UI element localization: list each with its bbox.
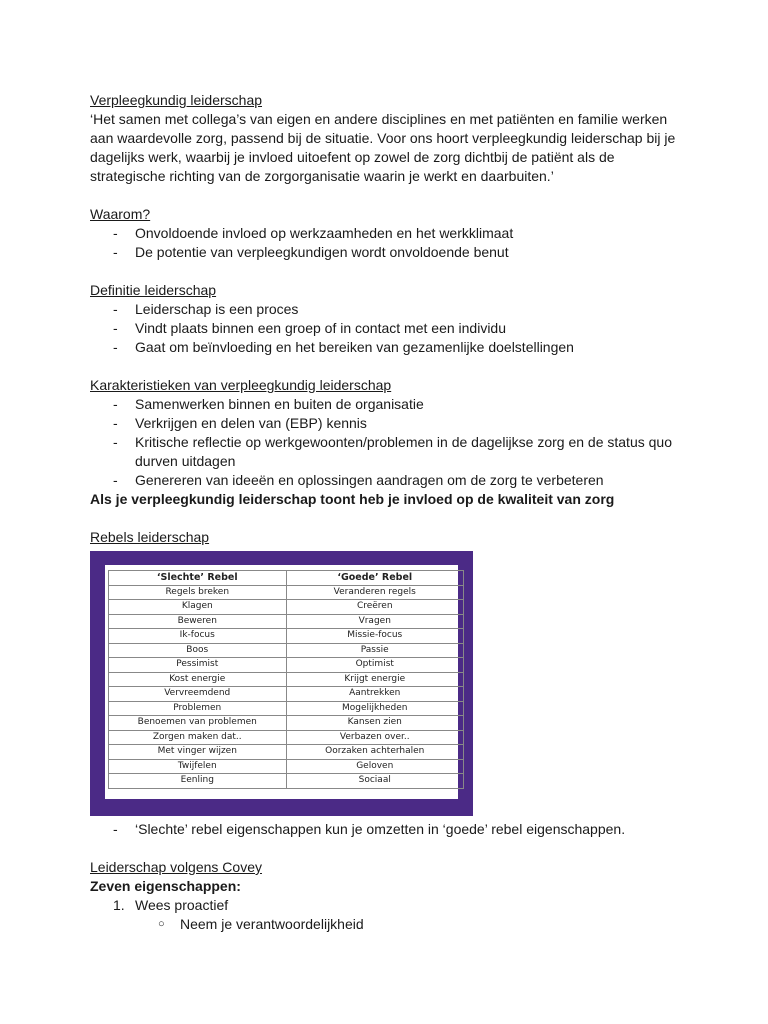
- list-item: - Gaat om beïnvloeding en het bereiken van gezamenlijke doelstellingen: [90, 338, 690, 357]
- table-row: [109, 701, 464, 716]
- table-row: [109, 629, 464, 644]
- table-row: [109, 745, 464, 760]
- list-item: - Kritische reflectie op werkgewoonten/problemen in de dagelijkse zorg en de status quo durven uitdagen: [90, 433, 690, 471]
- section-heading-verpleegkundig-leiderschap: Verpleegkundig leiderschap: [90, 92, 263, 108]
- table-row: [109, 585, 464, 600]
- numbered-item: [90, 896, 690, 934]
- list-item: - De potentie van verpleegkundigen wordt onvoldoende benut: [90, 243, 690, 262]
- item-number: 1.: [113, 897, 125, 913]
- slechte-rebel-cell: Regels breken: [109, 585, 287, 600]
- item-label: Wees proactief: [135, 897, 229, 913]
- goede-rebel-cell: Mogelijkheden: [286, 701, 464, 716]
- column-header-goede-rebel: ‘Goede’ Rebel: [286, 571, 464, 586]
- rebel-table-background: [105, 565, 458, 799]
- quote-line-3: dagelijks werk, waarbij je invloed uitoefent op zowel de zorg dichtbij de patiënt als de: [90, 149, 615, 165]
- document-page: [90, 91, 690, 934]
- rebel-table-body: [109, 585, 464, 788]
- section-heading-waarom: Waarom?: [90, 206, 151, 222]
- table-row: [109, 716, 464, 731]
- karakteristieken-list: [90, 395, 690, 490]
- slechte-rebel-cell: Pessimist: [109, 658, 287, 673]
- table-row: [109, 730, 464, 745]
- slechte-rebel-cell: Benoemen van problemen: [109, 716, 287, 731]
- table-row: [109, 774, 464, 789]
- goede-rebel-cell: Krijgt energie: [286, 672, 464, 687]
- slechte-rebel-cell: Zorgen maken dat..: [109, 730, 287, 745]
- list-item: - ‘Slechte’ rebel eigenschappen kun je omzetten in ‘goede’ rebel eigenschappen.: [90, 820, 690, 839]
- slechte-rebel-cell: Boos: [109, 643, 287, 658]
- section-heading-rebels-leiderschap: Rebels leiderschap: [90, 529, 210, 545]
- table-row: [109, 643, 464, 658]
- goede-rebel-cell: Vragen: [286, 614, 464, 629]
- goede-rebel-cell: Veranderen regels: [286, 585, 464, 600]
- goede-rebel-cell: Oorzaken achterhalen: [286, 745, 464, 760]
- goede-rebel-cell: Verbazen over..: [286, 730, 464, 745]
- quote-line-1: ‘Het samen met collega’s van eigen en andere disciplines en met patiënten en familie werken: [90, 111, 668, 127]
- sub-list-item: ○ Neem je verantwoordelijkheid: [135, 915, 690, 934]
- goede-rebel-cell: Sociaal: [286, 774, 464, 789]
- list-item: - Genereren van ideeën en oplossingen aandragen om de zorg te verbeteren: [90, 471, 690, 490]
- quote-line-4: strategische richting van de zorgorganisatie waarin je werkt en daarbuiten.’: [90, 168, 554, 184]
- slechte-rebel-cell: Klagen: [109, 600, 287, 615]
- goede-rebel-cell: Missie-focus: [286, 629, 464, 644]
- goede-rebel-cell: Geloven: [286, 759, 464, 774]
- goede-rebel-cell: Aantrekken: [286, 687, 464, 702]
- table-row: [109, 759, 464, 774]
- rebel-table-image: [90, 551, 473, 816]
- column-header-slechte-rebel: ‘Slechte’ Rebel: [109, 571, 287, 586]
- slechte-rebel-cell: Kost energie: [109, 672, 287, 687]
- slechte-rebel-cell: Problemen: [109, 701, 287, 716]
- sub-list: [135, 915, 690, 934]
- section-heading-karakteristieken: Karakteristieken van verpleegkundig leiderschap: [90, 377, 392, 393]
- list-item: - Vindt plaats binnen een groep of in contact met een individu: [90, 319, 690, 338]
- goede-rebel-cell: Optimist: [286, 658, 464, 673]
- section-heading-definitie-leiderschap: Definitie leiderschap: [90, 282, 217, 298]
- slechte-rebel-cell: Vervreemdend: [109, 687, 287, 702]
- list-item: - Verkrijgen en delen van (EBP) kennis: [90, 414, 690, 433]
- list-item: - Leiderschap is een proces: [90, 300, 690, 319]
- list-item: - Samenwerken binnen en buiten de organisatie: [90, 395, 690, 414]
- table-row: [109, 672, 464, 687]
- section-heading-covey: Leiderschap volgens Covey: [90, 859, 262, 875]
- definitie-list: [90, 300, 690, 357]
- subheading-zeven-eigenschappen: Zeven eigenschappen:: [90, 878, 241, 894]
- goede-rebel-cell: Passie: [286, 643, 464, 658]
- goede-rebel-cell: Kansen zien: [286, 716, 464, 731]
- slechte-rebel-cell: Met vinger wijzen: [109, 745, 287, 760]
- list-item: - Onvoldoende invloed op werkzaamheden en het werkklimaat: [90, 224, 690, 243]
- slechte-rebel-cell: Ik-focus: [109, 629, 287, 644]
- covey-numbered-list: [90, 896, 690, 934]
- table-row: [109, 600, 464, 615]
- table-row: [109, 658, 464, 673]
- waarom-list: [90, 224, 690, 262]
- quote-line-2: aan waardevolle zorg, passend bij de situatie. Voor ons hoort verpleegkundig leiderschap bij je: [90, 130, 676, 146]
- table-row: [109, 687, 464, 702]
- table-row: [109, 614, 464, 629]
- slechte-rebel-cell: Eenling: [109, 774, 287, 789]
- rebel-note-list: [90, 820, 690, 839]
- rebel-table: [108, 570, 464, 789]
- table-header-row: [109, 571, 464, 586]
- conclusion-statement: Als je verpleegkundig leiderschap toont heb je invloed op de kwaliteit van zorg: [90, 491, 615, 507]
- slechte-rebel-cell: Beweren: [109, 614, 287, 629]
- goede-rebel-cell: Creëren: [286, 600, 464, 615]
- slechte-rebel-cell: Twijfelen: [109, 759, 287, 774]
